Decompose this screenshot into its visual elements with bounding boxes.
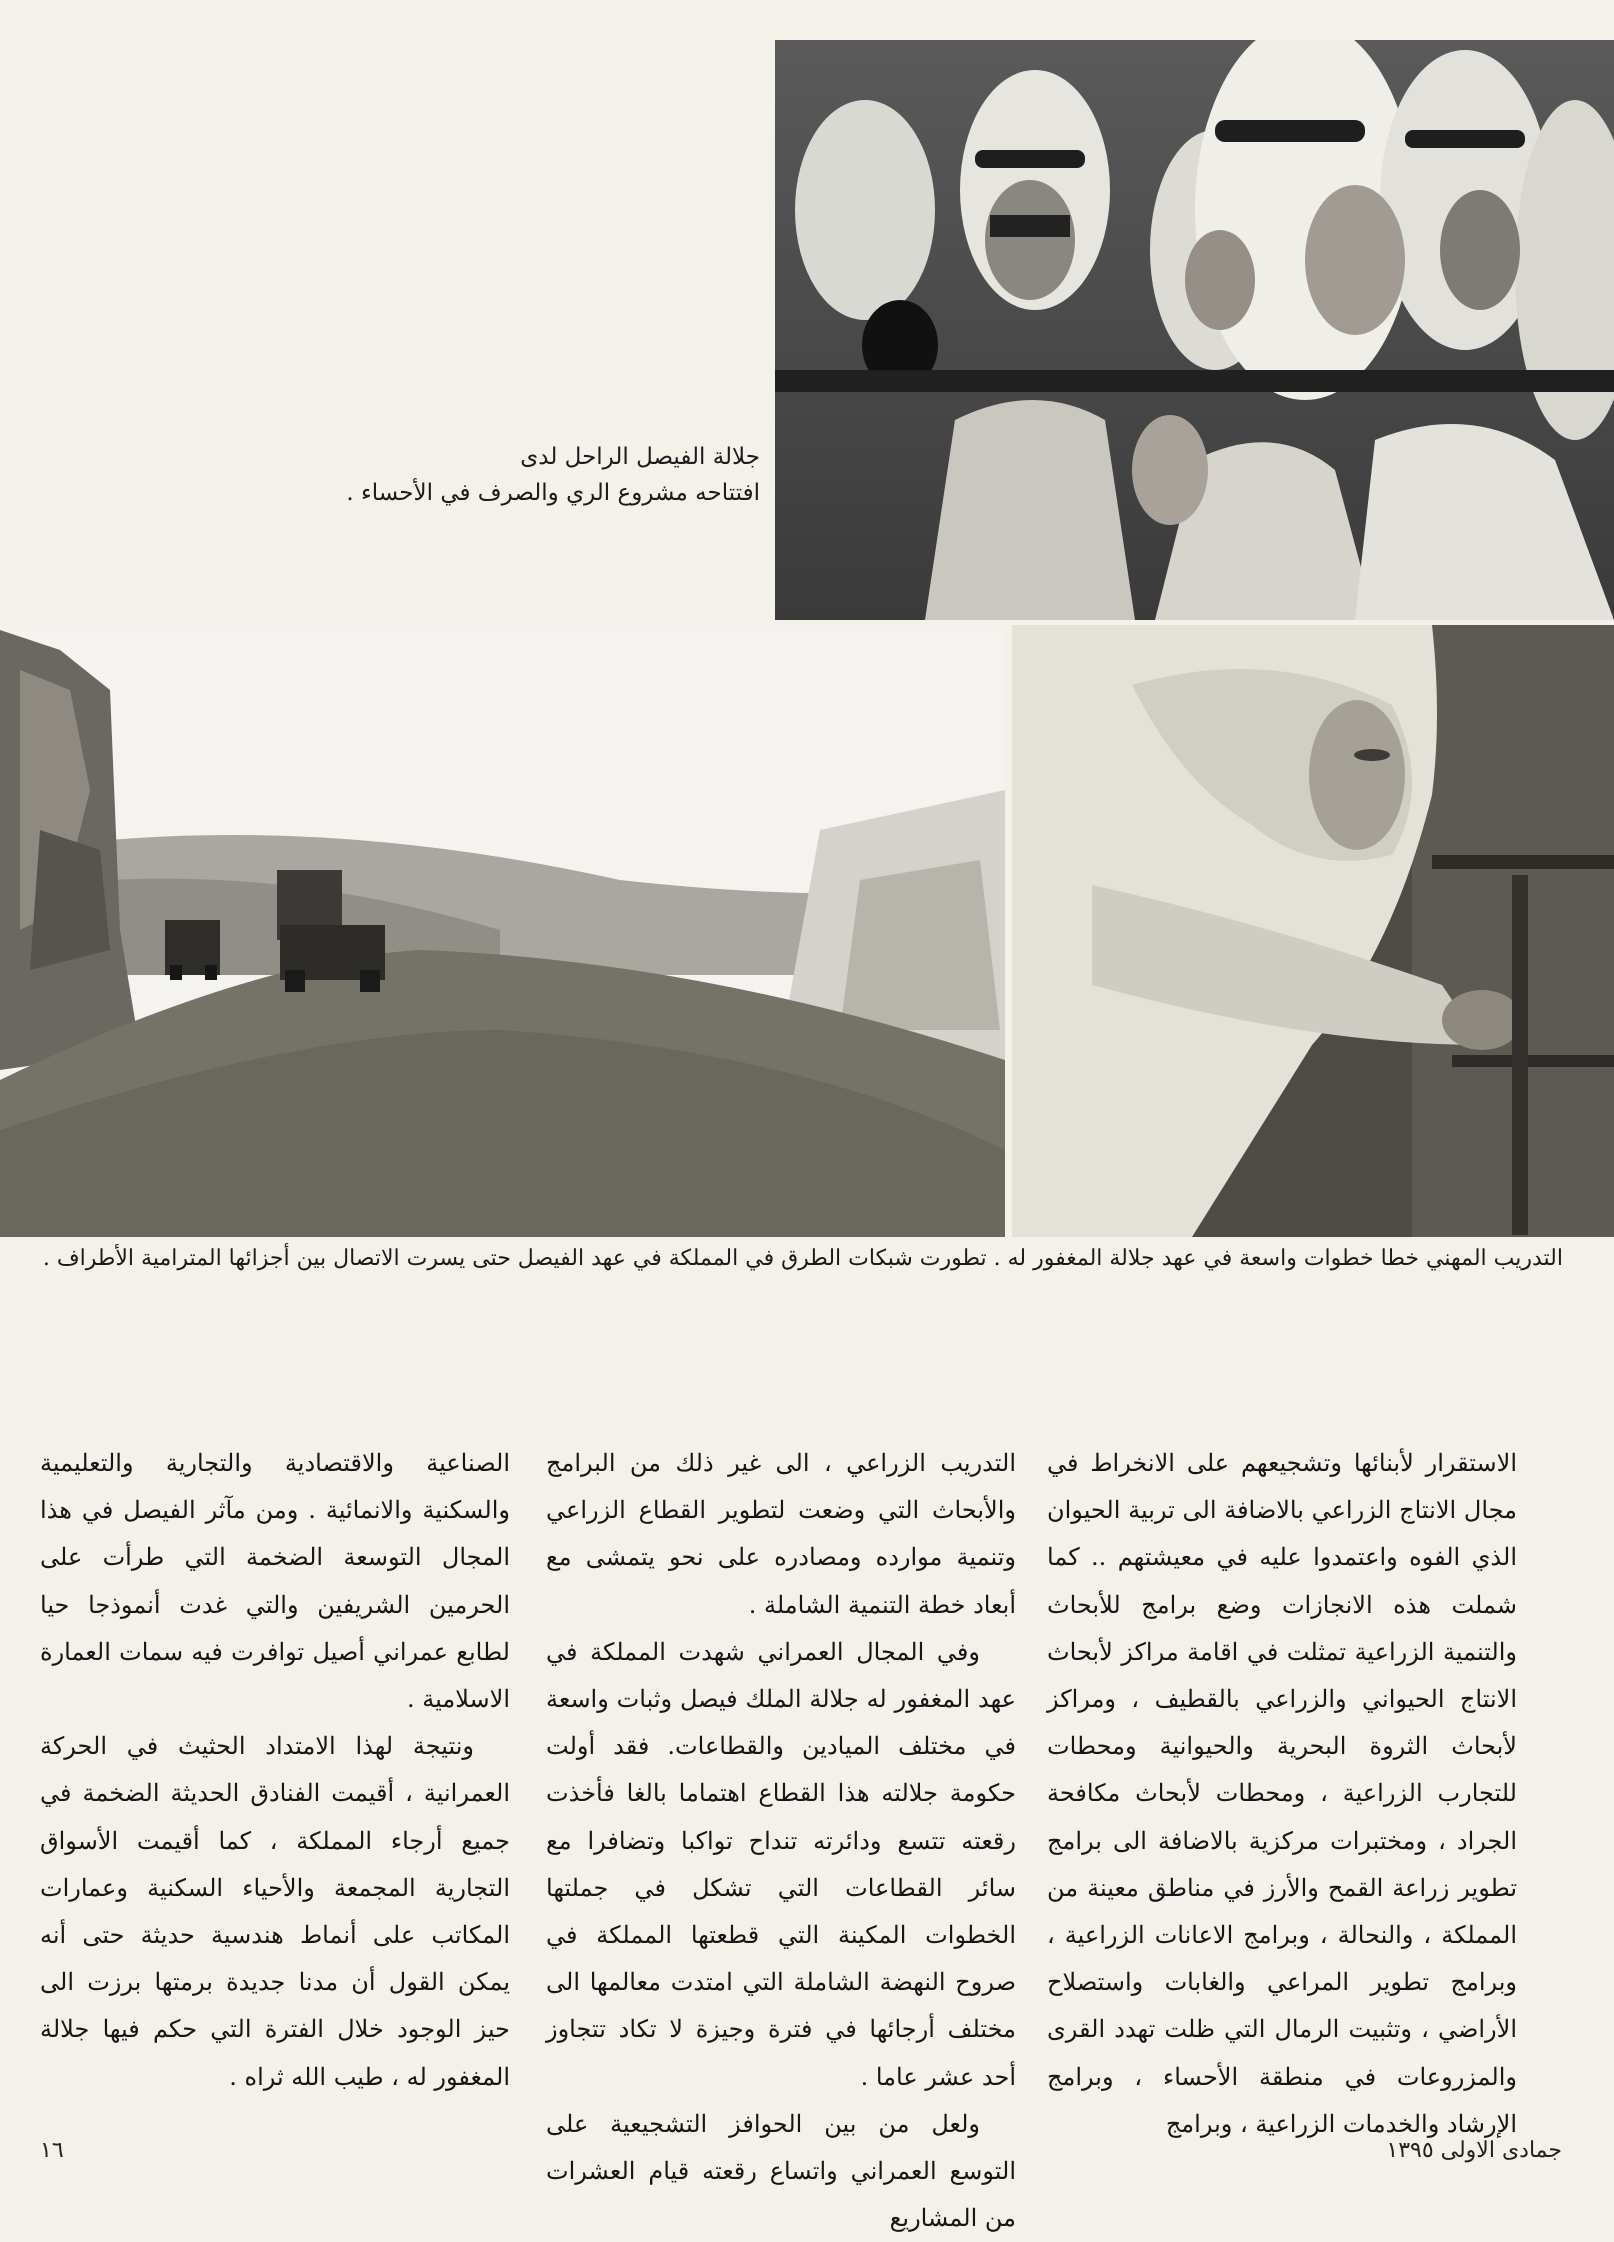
page-number: ١٦ [40, 2138, 64, 2163]
worker-photo [1012, 625, 1614, 1237]
worker-photo-icon [1012, 625, 1614, 1237]
text-column-right [1047, 1440, 1517, 2148]
ceremony-photo-icon [775, 40, 1614, 620]
top-photo-caption [300, 440, 760, 511]
text-column-middle [546, 1440, 1016, 2242]
bottom-photos-caption: التدريب المهني خطا خطوات واسعة في عهد جلالة المغفور له . تطورت شبكات الطرق في المملكة في عهد الفيصل حتى يسرت الاتصال بين أجزائها المترامية الأطراف . [42, 1246, 1563, 1271]
column-paragraph: التدريب الزراعي ، الى غير ذلك من البرامج والأبحاث التي وضعت لتطوير القطاع الزراعي وتنمية موارده ومصادره على نحو يتمشى مع أبعاد خطة التنمية الشاملة . [546, 1449, 1016, 1619]
text-column-left [40, 1440, 510, 2101]
column-paragraph: الصناعية والاقتصادية والتجارية والتعليمية والسكنية والانمائية . ومن مآثر الفيصل في هذا المجال التوسعة الضخمة التي طرأت على الحرمين الشريفين والتي غدت أنموذجا حيا لطابع عمراني أصيل توافرت فيه سمات العمارة الاسلامية . [40, 1449, 510, 1714]
road-photo-icon [0, 630, 1005, 1237]
issue-date: جمادى الاولى ١٣٩٥ [1386, 2138, 1562, 2163]
road-photo [0, 630, 1005, 1237]
column-paragraph: وفي المجال العمراني شهدت المملكة في عهد المغفور له جلالة الملك فيصل وثبات واسعة في مختلف الميادين والقطاعات. فقد أولت حكومة جلالته هذا القطاع اهتماما بالغا فأخذت رقعته تتسع ودائرته تنداح تواكبا وتضافرا مع سائر القطاعات التي تشكل في جملتها الخطوات المكينة التي قطعتها المملكة في صروح النهضة الشاملة التي امتدت معالمها الى مختلف أرجائها في فترة وجيزة لا تكاد تتجاوز أحد عشر عاما . [546, 1637, 1016, 2091]
column-paragraph: ونتيجة لهذا الامتداد الحثيث في الحركة العمرانية ، أقيمت الفنادق الحديثة الضخمة في جميع أرجاء المملكة ، كما أقيمت الأسواق التجارية المجمعة والأحياء السكنية وعمارات المكاتب على أنماط هندسية حديثة حتى أنه يمكن القول أن مدنا جديدة برمتها برزت الى حيز الوجود خلال الفترة التي حكم فيها جلالة المغفور له ، طيب الله ثراه . [40, 1732, 510, 2091]
column-paragraph: الاستقرار لأبنائها وتشجيعهم على الانخراط في مجال الانتاج الزراعي بالاضافة الى تربية الحيوان الذي الفوه واعتمدوا عليه في معيشتهم .. كما شملت هذه الانجازات وضع برامج للأبحاث والتنمية الزراعية تمثلت في اقامة مراكز لأبحاث الانتاج الحيواني والزراعي بالقطيف ، ومراكز لأبحاث الثروة البحرية والحيوانية ومحطات للتجارب الزراعية ، ومحطات لأبحاث مكافحة الجراد ، ومختبرات مركزية بالاضافة الى برامج تطوير زراعة القمح والأرز في مناطق معينة من المملكة ، والنحالة ، وبرامج الاعانات الزراعية ، وبرامج تطوير المراعي والغابات واستصلاح الأراضي ، وتثبيت الرمال التي ظلت تهدد القرى والمزروعات في منطقة الأحساء ، وبرامج الإرشاد والخدمات الزراعية ، وبرامج [1047, 1449, 1517, 2138]
ceremony-photo [775, 40, 1614, 620]
top-caption-line2: افتتاحه مشروع الري والصرف في الأحساء . [346, 479, 760, 506]
top-caption-line1: جلالة الفيصل الراحل لدى [520, 444, 760, 470]
column-paragraph: ولعل من بين الحوافز التشجيعية على التوسع العمراني واتساع رقعته قيام العشرات من المشاريع [546, 2109, 1016, 2233]
